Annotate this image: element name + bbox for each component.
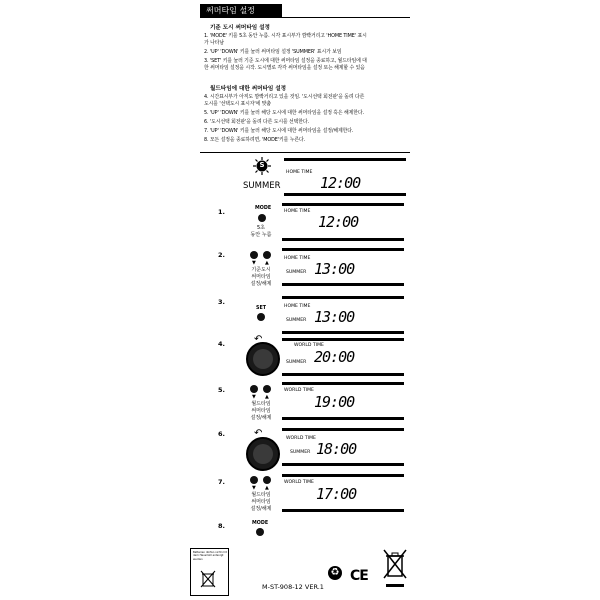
instruction-line: 2. 'UP' 'DOWN' 키를 눌러 써머타임 설정 'SUMMER' 표시가 보임 bbox=[204, 49, 342, 55]
lcd-summer-indicator: SUMMER bbox=[290, 450, 311, 455]
lcd-display-step6 bbox=[282, 428, 404, 466]
lcd-mode-label: HOME TIME bbox=[286, 170, 313, 175]
lcd-mode-label: WORLD TIME bbox=[284, 480, 314, 485]
lcd-display-step7 bbox=[282, 474, 404, 512]
down-button[interactable] bbox=[250, 476, 258, 484]
instruction-line: 7. 'UP' 'DOWN' 키를 눌러 해당 도시에 대한 써머타임을 설정/해제한다. bbox=[204, 128, 354, 134]
step-number: 3. bbox=[218, 298, 225, 306]
crossed-bin-small-icon bbox=[200, 570, 216, 588]
step-number: 7. bbox=[218, 478, 225, 486]
down-button[interactable] bbox=[250, 251, 258, 259]
page-title: 써머타임 설정 bbox=[200, 4, 282, 17]
lcd-summer-indicator: SUMMER bbox=[286, 270, 307, 275]
lcd-time: 12:00 bbox=[320, 174, 361, 192]
down-arrow-icon: ▼ bbox=[252, 485, 256, 491]
button-label: MODE bbox=[252, 521, 269, 526]
instruction-line: 5. 'UP' 'DOWN' 키를 눌러 해당 도시에 대한 써머타임을 설정 혹은 해제한다. bbox=[204, 110, 364, 116]
mode-button[interactable] bbox=[258, 214, 266, 222]
recycle-icon: ♻ bbox=[328, 566, 342, 580]
lcd-bottom-bar bbox=[282, 373, 404, 376]
lcd-top-bar bbox=[282, 248, 404, 251]
up-arrow-icon: ▲ bbox=[265, 485, 269, 491]
step-caption: 월드타임 써머타임 설정/해제 bbox=[250, 492, 272, 512]
instruction-line: 1. 'MODE' 키를 5초 동안 누름. 시각 표시부가 깜빡거리고 'HOME TIME' 표시 bbox=[204, 33, 367, 39]
instruction-line: 도시를 '선택도시 표시자'에 맞춤 bbox=[204, 101, 271, 107]
up-button[interactable] bbox=[263, 251, 271, 259]
lcd-display-step4 bbox=[282, 338, 404, 376]
lcd-display-step2 bbox=[282, 248, 404, 286]
lcd-top-bar bbox=[282, 474, 404, 477]
lcd-time: 19:00 bbox=[314, 393, 355, 411]
step-number: 1. bbox=[218, 208, 225, 216]
crossed-bin-icon bbox=[383, 548, 407, 580]
lcd-mode-label: HOME TIME bbox=[284, 256, 311, 261]
city-select-dial[interactable] bbox=[246, 342, 280, 376]
step-caption: 기준도시 써머타임 설정/해제 bbox=[250, 267, 272, 287]
step-number: 8. bbox=[218, 522, 225, 530]
title-rule bbox=[200, 17, 410, 18]
rotate-arrow-icon: ↶ bbox=[254, 334, 263, 345]
bin-underline bbox=[386, 584, 404, 587]
lcd-bottom-bar bbox=[282, 509, 404, 512]
lcd-mode-label: HOME TIME bbox=[284, 304, 311, 309]
lcd-time: 20:00 bbox=[314, 348, 355, 366]
lcd-bottom-bar bbox=[282, 417, 404, 420]
instruction-line: 가 나타남 bbox=[204, 40, 224, 46]
lcd-time: 17:00 bbox=[316, 485, 357, 503]
lcd-mode-label: WORLD TIME bbox=[284, 388, 314, 393]
instruction-line: 3. 'SET' 키를 눌러 기준 도시에 대한 써머타임 설정을 종료하고, 월드타임에 대 bbox=[204, 58, 367, 64]
lcd-bottom-bar bbox=[282, 283, 404, 286]
down-arrow-icon: ▼ bbox=[252, 260, 256, 266]
lcd-display-step3 bbox=[282, 296, 404, 334]
set-button[interactable] bbox=[257, 313, 265, 321]
step-number: 6. bbox=[218, 430, 225, 438]
lcd-mode-label: WORLD TIME bbox=[286, 436, 316, 441]
lcd-mode-label: HOME TIME bbox=[284, 209, 311, 214]
step-number: 4. bbox=[218, 340, 225, 348]
lcd-bottom-bar bbox=[282, 463, 404, 466]
up-button[interactable] bbox=[263, 476, 271, 484]
down-button[interactable] bbox=[250, 385, 258, 393]
step-caption: 5초 동안 누름 bbox=[250, 225, 272, 238]
lcd-top-bar bbox=[282, 338, 404, 341]
instruction-line: 6. '도시선택 회전판'을 돌려 다른 도시를 선택한다. bbox=[204, 119, 310, 125]
lcd-top-bar bbox=[282, 296, 404, 299]
section2-heading: 월드타임에 대한 써머타임 설정 bbox=[210, 86, 287, 92]
lcd-display-step1 bbox=[282, 203, 404, 241]
lcd-top-bar bbox=[282, 428, 404, 431]
lcd-time: 18:00 bbox=[316, 440, 357, 458]
ce-mark: CE bbox=[350, 568, 368, 584]
button-label: MODE bbox=[255, 206, 272, 211]
lcd-summer-indicator: SUMMER bbox=[286, 318, 307, 323]
section1-heading: 기준 도시 써머타임 설정 bbox=[210, 25, 270, 31]
city-code-letter: S bbox=[259, 161, 265, 169]
lcd-top-bar bbox=[282, 203, 404, 206]
instruction-line: 8. 모든 설정을 종료하려면, 'MODE'키를 누른다. bbox=[204, 137, 306, 143]
lcd-time: 12:00 bbox=[318, 213, 359, 231]
model-code: M-ST-908-12 VER.1 bbox=[262, 583, 324, 591]
up-arrow-icon: ▲ bbox=[265, 394, 269, 400]
lcd-top-bar bbox=[282, 382, 404, 385]
city-select-dial[interactable] bbox=[246, 437, 280, 471]
step-number: 2. bbox=[218, 251, 225, 259]
rotate-arrow-icon: ↶ bbox=[254, 428, 263, 439]
step-number: 5. bbox=[218, 386, 225, 394]
button-label: SET bbox=[256, 306, 267, 311]
lcd-bottom-bar bbox=[282, 331, 404, 334]
step-caption: 월드타임 써머타임 설정/해제 bbox=[250, 401, 272, 421]
lcd-top-bar bbox=[284, 158, 406, 161]
lcd-bottom-bar bbox=[284, 193, 406, 196]
battery-disposal-text: Batterien dürfen nicht mit dem Hausmüll entsorgt werden bbox=[193, 551, 227, 561]
section-divider bbox=[200, 152, 410, 153]
mode-button[interactable] bbox=[256, 528, 264, 536]
lcd-time: 13:00 bbox=[314, 260, 355, 278]
summer-label: SUMMER bbox=[243, 181, 281, 191]
up-arrow-icon: ▲ bbox=[265, 260, 269, 266]
up-button[interactable] bbox=[263, 385, 271, 393]
instruction-line: 4. 시간표시부가 아직도 깜빡거리고 있을 것임. '도시선택 회전판'을 돌려 다른 bbox=[204, 94, 365, 100]
lcd-bottom-bar bbox=[282, 238, 404, 241]
down-arrow-icon: ▼ bbox=[252, 394, 256, 400]
instruction-line: 한 써머타임 설정을 시작. 도시별로 각각 써머타임을 설정 또는 해제할 수 있음 bbox=[204, 65, 365, 71]
lcd-display-hero bbox=[284, 158, 406, 196]
lcd-display-step5 bbox=[282, 382, 404, 420]
lcd-time: 13:00 bbox=[314, 308, 355, 326]
lcd-mode-label: WORLD TIME bbox=[294, 343, 324, 348]
lcd-summer-indicator: SUMMER bbox=[286, 360, 307, 365]
